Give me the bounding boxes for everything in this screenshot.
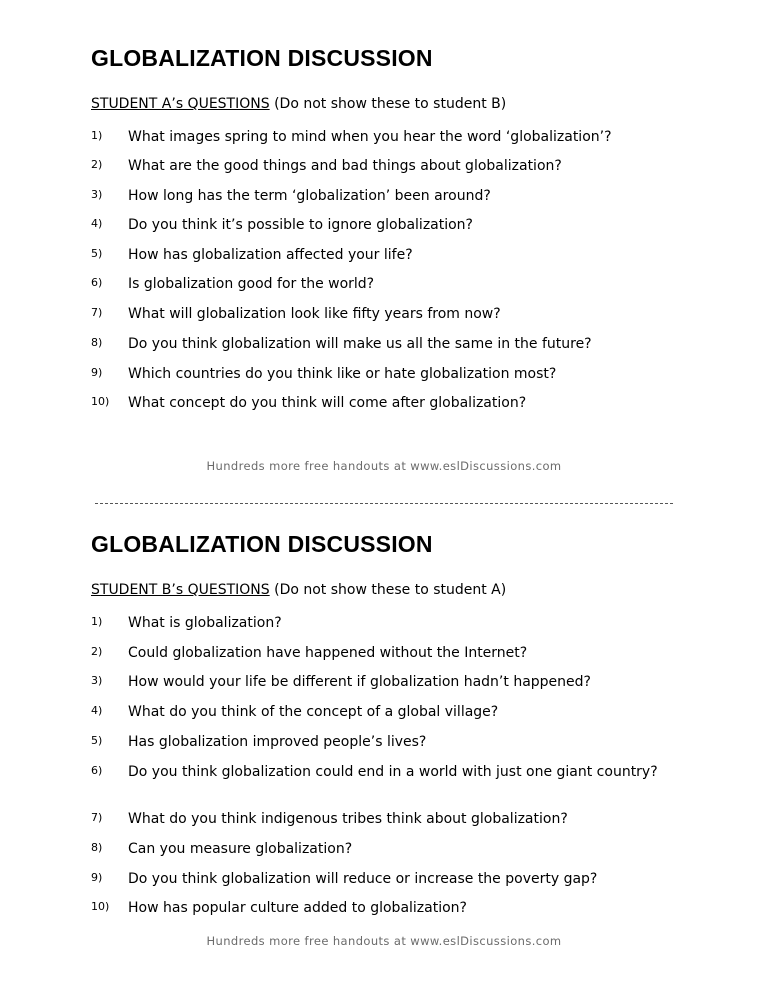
question-number: 9) xyxy=(91,366,103,379)
question-number: 2) xyxy=(91,158,103,171)
question-text: Which countries do you think like or hate globalization most? xyxy=(128,366,557,382)
question-number: 5) xyxy=(91,247,103,260)
question-text: Is globalization good for the world? xyxy=(128,276,375,292)
question-number: 1) xyxy=(91,129,103,142)
question-number: 7) xyxy=(91,811,103,824)
question-text: What do you think indigenous tribes think about globalization? xyxy=(128,811,568,827)
question-text: How has globalization affected your life? xyxy=(128,247,413,263)
question-text: Could globalization have happened without the Internet? xyxy=(128,645,528,661)
question-text: How would your life be different if globalization hadn’t happened? xyxy=(128,674,591,690)
question-text: How long has the term ‘globalization’ been around? xyxy=(128,188,491,204)
question-number: 3) xyxy=(91,674,103,687)
question-number: 9) xyxy=(91,871,103,884)
question-text: Do you think globalization could end in a world with just one giant country? xyxy=(128,764,658,780)
student-b-label: STUDENT B’s QUESTIONS xyxy=(91,582,270,598)
question-text: How has popular culture added to globalization? xyxy=(128,900,467,916)
question-text: What images spring to mind when you hear the word ‘globalization’? xyxy=(128,129,612,145)
question-text: Can you measure globalization? xyxy=(128,841,353,857)
student-a-label: STUDENT A’s QUESTIONS xyxy=(91,96,270,112)
question-number: 6) xyxy=(91,276,103,289)
page-title: GLOBALIZATION DISCUSSION xyxy=(91,45,433,71)
student-a-note: (Do not show these to student B) xyxy=(269,96,507,112)
cut-line-divider xyxy=(95,503,673,504)
question-text: Do you think globalization will reduce or increase the poverty gap? xyxy=(128,871,598,887)
question-number: 10) xyxy=(91,900,110,913)
question-text: What concept do you think will come after globalization? xyxy=(128,395,527,411)
question-number: 8) xyxy=(91,841,103,854)
question-number: 5) xyxy=(91,734,103,747)
student-b-note: (Do not show these to student A) xyxy=(269,582,507,598)
question-number: 4) xyxy=(91,704,103,717)
handout-footer: Hundreds more free handouts at www.eslDiscussions.com xyxy=(206,459,562,473)
student-b-heading xyxy=(91,582,506,598)
question-number: 10) xyxy=(91,395,110,408)
page-title: GLOBALIZATION DISCUSSION xyxy=(91,531,433,557)
question-text: Do you think globalization will make us all the same in the future? xyxy=(128,336,592,352)
question-number: 3) xyxy=(91,188,103,201)
question-number: 1) xyxy=(91,615,103,628)
question-text: Do you think it’s possible to ignore globalization? xyxy=(128,217,473,233)
question-text: What do you think of the concept of a global village? xyxy=(128,704,499,720)
handout-footer: Hundreds more free handouts at www.eslDiscussions.com xyxy=(206,934,562,948)
question-number: 6) xyxy=(91,764,103,777)
question-text: What is globalization? xyxy=(128,615,282,631)
student-a-heading xyxy=(91,96,506,112)
question-text: What will globalization look like fifty years from now? xyxy=(128,306,501,322)
question-number: 7) xyxy=(91,306,103,319)
question-text: What are the good things and bad things about globalization? xyxy=(128,158,562,174)
question-number: 2) xyxy=(91,645,103,658)
question-text: Has globalization improved people’s lives? xyxy=(128,734,427,750)
question-number: 8) xyxy=(91,336,103,349)
question-number: 4) xyxy=(91,217,103,230)
